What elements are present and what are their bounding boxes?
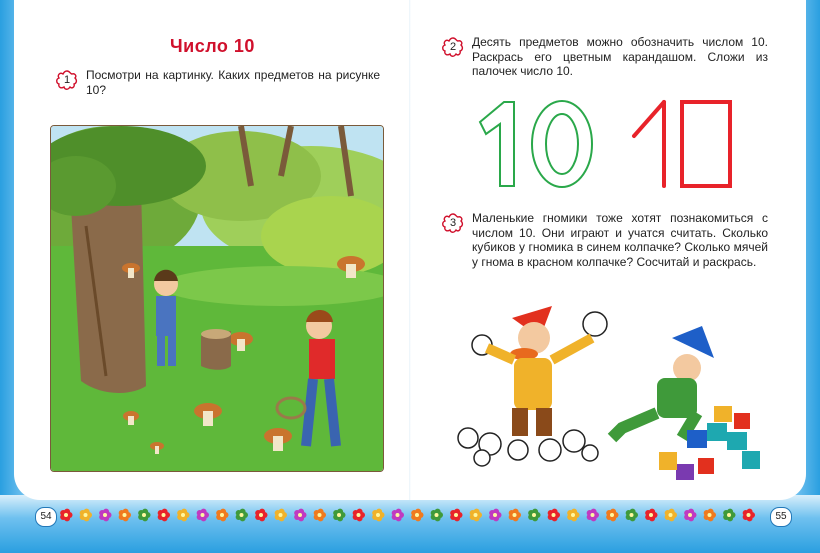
ornament-flower-icon [353, 509, 365, 522]
task-number-badge-1 [56, 70, 78, 92]
ornament-flower-icon [489, 509, 501, 522]
ornament-flower-icon [743, 509, 755, 522]
ornament-flower-icon [177, 509, 189, 522]
gnomes-illustration [452, 298, 772, 488]
ornament-flower-icon [606, 509, 618, 522]
ornament-flower-icon [431, 509, 443, 522]
task-number-badge-3 [442, 213, 464, 235]
flower-border-ornament [58, 505, 764, 525]
ornament-flower-icon [392, 509, 404, 522]
task-number: 3 [449, 217, 457, 229]
left-page-number: 54 [35, 507, 57, 527]
ornament-flower-icon [665, 509, 677, 522]
task-number: 1 [63, 74, 71, 86]
right-page-number: 55 [770, 507, 792, 527]
task-3-text: Маленькие гномики тоже хотят познакомиться с числом 10. Они играют и учатся считать. Сколько кубиков у гномика в синем колпачке? Сколько мячей у гнома в красном колпачке? Сосчитай и раскрась. [472, 211, 768, 269]
ornament-flower-icon [704, 509, 716, 522]
ornament-flower-icon [684, 509, 696, 522]
ornament-flower-icon [138, 509, 150, 522]
ornament-flower-icon [294, 509, 306, 522]
ornament-flower-icon [158, 509, 170, 522]
ornament-flower-icon [216, 509, 228, 522]
task-2-text: Десять предметов можно обозначить числом 10. Раскрась его цветным карандашом. Сложи из палочек число 10. [472, 35, 768, 78]
forest-illustration [50, 125, 384, 472]
task-number: 2 [449, 41, 457, 53]
ornament-flower-icon [528, 509, 540, 522]
ornament-flower-icon [723, 509, 735, 522]
ornament-flower-icon [333, 509, 345, 522]
ornament-flower-icon [411, 509, 423, 522]
book-spine [409, 0, 411, 500]
ornament-flower-icon [626, 509, 638, 522]
ornament-flower-icon [275, 509, 287, 522]
ornament-flower-icon [450, 509, 462, 522]
ornament-flower-icon [470, 509, 482, 522]
numerals-illustration [474, 96, 744, 192]
ornament-flower-icon [567, 509, 579, 522]
ornament-flower-icon [80, 509, 92, 522]
ornament-flower-icon [119, 509, 131, 522]
ornament-flower-icon [645, 509, 657, 522]
ornament-flower-icon [587, 509, 599, 522]
ornament-flower-icon [99, 509, 111, 522]
ornament-flower-icon [236, 509, 248, 522]
ornament-flower-icon [314, 509, 326, 522]
ornament-flower-icon [60, 509, 72, 522]
ornament-flower-icon [509, 509, 521, 522]
ornament-flower-icon [197, 509, 209, 522]
ornament-flower-icon [548, 509, 560, 522]
ornament-flower-icon [255, 509, 267, 522]
ornament-flower-icon [372, 509, 384, 522]
task-1-text: Посмотри на картинку. Каких предметов на рисунке 10? [86, 68, 380, 97]
task-number-badge-2 [442, 37, 464, 59]
page-title: Число 10 [170, 36, 255, 56]
